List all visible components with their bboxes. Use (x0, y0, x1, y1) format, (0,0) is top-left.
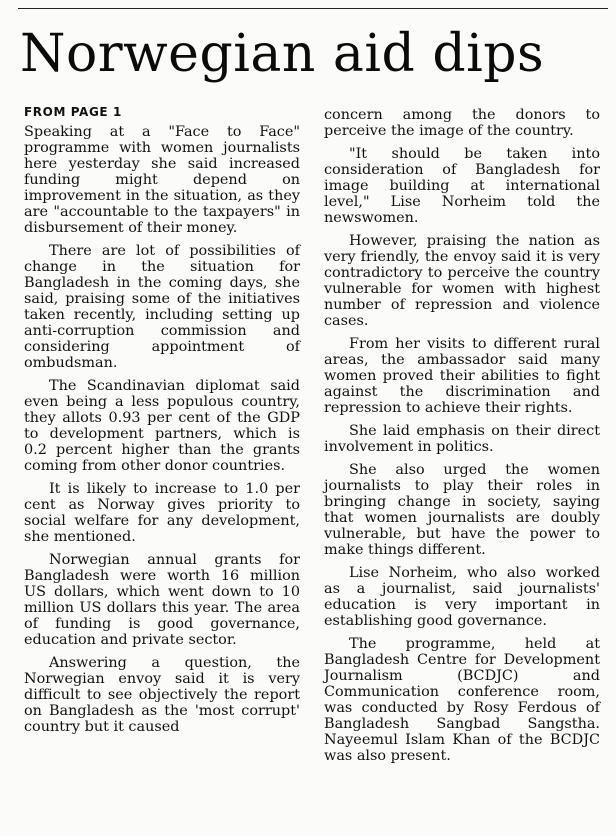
paragraph: It is likely to increase to 1.0 per cent as Norway gives priority to social welfare for any development, she mentioned. (24, 481, 300, 545)
kicker: FROM PAGE 1 (24, 105, 122, 119)
headline: Norwegian aid dips (20, 24, 545, 84)
paragraph: From her visits to different rural areas, the ambassador said many women proved their abilities to fight against the discrimination and repression to achieve their rights. (324, 336, 600, 416)
paragraph: There are lot of possibilities of change in the situation for Bangladesh in the coming days, she said, praising some of the initiatives taken recently, including setting up anti-corruption commission and considering appointment of ombudsman. (24, 243, 300, 371)
left-column (24, 100, 300, 742)
paragraph: Lise Norheim, who also worked as a journalist, said journalists' education is very important in establishing good governance. (324, 565, 600, 629)
paragraph: The programme, held at Bangladesh Centre for Development Journalism (BCDJC) and Communication conference room, was conducted by Rosy Ferdous of Bangladesh Sangbad Sangstha. Nayeemul Islam Khan of the BCDJC was also present. (324, 636, 600, 764)
paragraph: Speaking at a "Face to Face" programme with women journalists here yesterday she said increased funding might depend on improvement in the situation, as they are "accountable to the taxpayers" in disbursement of their money. (24, 124, 300, 236)
paragraph: She laid emphasis on their direct involvement in politics. (324, 423, 600, 455)
paragraph: However, praising the nation as very friendly, the envoy said it is very contradictory to perceive the country vulnerable for women with highest number of repression and violence cases. (324, 233, 600, 329)
paragraph: "It should be taken into consideration of Bangladesh for image building at international level," Lise Norheim told the newswomen. (324, 146, 600, 226)
paragraph: She also urged the women journalists to play their roles in bringing change in society, saying that women journalists are doubly vulnerable, but have the power to make things different. (324, 462, 600, 558)
paragraph: The Scandinavian diplomat said even being a less populous country, they allots 0.93 per cent of the GDP to development partners, which is 0.2 percent higher than the grants coming from other donor countries. (24, 378, 300, 474)
paragraph: Norwegian annual grants for Bangladesh were worth 16 million US dollars, which went down to 10 million US dollars this year. The area of funding is good governance, education and private sector. (24, 552, 300, 648)
paragraph: Answering a question, the Norwegian envoy said it is very difficult to see objectively the report on Bangladesh as the 'most corrupt' country but it caused (24, 655, 300, 735)
right-column (324, 107, 600, 771)
top-rule (18, 8, 608, 9)
paragraph: concern among the donors to perceive the image of the country. (324, 107, 600, 139)
